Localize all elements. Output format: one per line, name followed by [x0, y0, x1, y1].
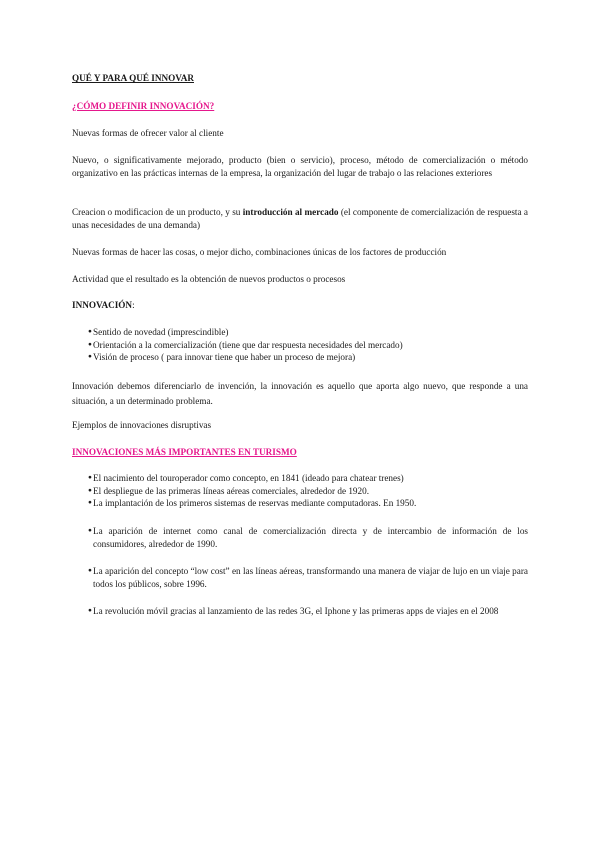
bullet-icon: ● [88, 527, 92, 534]
document-title: QUÉ Y PARA QUÉ INNOVAR [72, 73, 194, 83]
bullet-icon: ● [88, 340, 92, 348]
bullet-icon: ● [88, 486, 92, 494]
innovacion-bullet-list [72, 326, 528, 364]
innovacion-heading [72, 299, 528, 312]
list-item-text: Visión de proceso ( para innovar tiene que haber un proceso de mejora) [93, 352, 356, 362]
list-item-text: Sentido de novedad (imprescindible) [93, 327, 229, 337]
paragraph-actividad: Actividad que el resultado es la obtención de nuevos productos o procesos [72, 274, 346, 284]
turismo-bullet-list-b [72, 525, 528, 550]
paragraph-nuevas-formas: Nuevas formas de hacer las cosas, o mejor dicho, combinaciones únicas de los factores de producción [72, 247, 447, 257]
list-item [72, 472, 528, 485]
text-fragment: (el componente de comercialización de respuesta a unas necesidades de una demanda) [72, 207, 528, 230]
section-heading-turismo: INNOVACIONES MÁS IMPORTANTES EN TURISMO [72, 447, 297, 457]
bold-phrase: introducción al mercado [242, 207, 339, 217]
innovacion-colon: : [132, 300, 135, 310]
bullet-icon: ● [88, 328, 92, 335]
list-item-text: La implantación de los primeros sistemas de reservas mediante computadoras. En 1950. [93, 498, 417, 508]
list-item-text: El nacimiento del touroperador como concepto, en 1841 (ideado para chatear trenes) [93, 473, 404, 483]
turismo-bullet-list-d [72, 605, 528, 618]
list-item-text: Orientación a la comercialización (tiene que dar respuesta necesidades del mercado) [93, 339, 403, 350]
paragraph-valor-cliente: Nuevas formas de ofrecer valor al cliente [72, 128, 224, 138]
text-fragment: Creacion o modificacion de un producto, y su [72, 207, 243, 217]
list-item [72, 326, 528, 339]
list-item [72, 525, 528, 550]
innovacion-label: INNOVACIÓN [72, 300, 133, 310]
list-item [72, 485, 528, 498]
list-item-text: La aparición de internet como canal de comercialización directa y de intercambio de información de los consumidores, alrededor de 1990. [93, 526, 528, 549]
list-item [72, 339, 528, 352]
bullet-icon: ● [88, 499, 92, 506]
bullet-icon: ● [88, 567, 92, 574]
paragraph-creacion [72, 206, 528, 231]
paragraph-ejemplos: Ejemplos de innovaciones disruptivas [72, 420, 212, 430]
turismo-bullet-list-c [72, 565, 528, 590]
list-item [72, 351, 528, 364]
section-heading-definir: ¿CÓMO DEFINIR INNOVACIÓN? [72, 101, 215, 111]
list-item [72, 497, 528, 510]
bullet-icon: ● [88, 607, 92, 614]
list-item-text: El despliegue de las primeras líneas aéreas comerciales, alrededor de 1920. [93, 485, 370, 496]
bullet-icon: ● [88, 474, 92, 481]
turismo-bullet-list-a [72, 472, 528, 510]
list-item-text: La aparición del concepto “low cost” en las líneas aéreas, transformando una manera de viajar de lujo en un viaje para todos los públicos, sobre 1996. [93, 566, 528, 589]
list-item-text: La revolución móvil gracias al lanzamiento de las redes 3G, el Iphone y las primeras apps de viajes en el 2008 [93, 606, 499, 616]
list-item [72, 565, 528, 590]
paragraph-invencion: Innovación debemos diferenciarlo de invención, la innovación es aquello que aporta algo nuevo, que responde a una situación, a un determinado problema. [72, 381, 528, 406]
bullet-icon: ● [88, 353, 92, 360]
list-item [72, 605, 528, 618]
paragraph-definicion: Nuevo, o significativamente mejorado, producto (bien o servicio), proceso, método de comercialización o método organizativo en las prácticas internas de la empresa, la organización del lugar de trabajo o las relaciones exteriores [72, 155, 528, 178]
